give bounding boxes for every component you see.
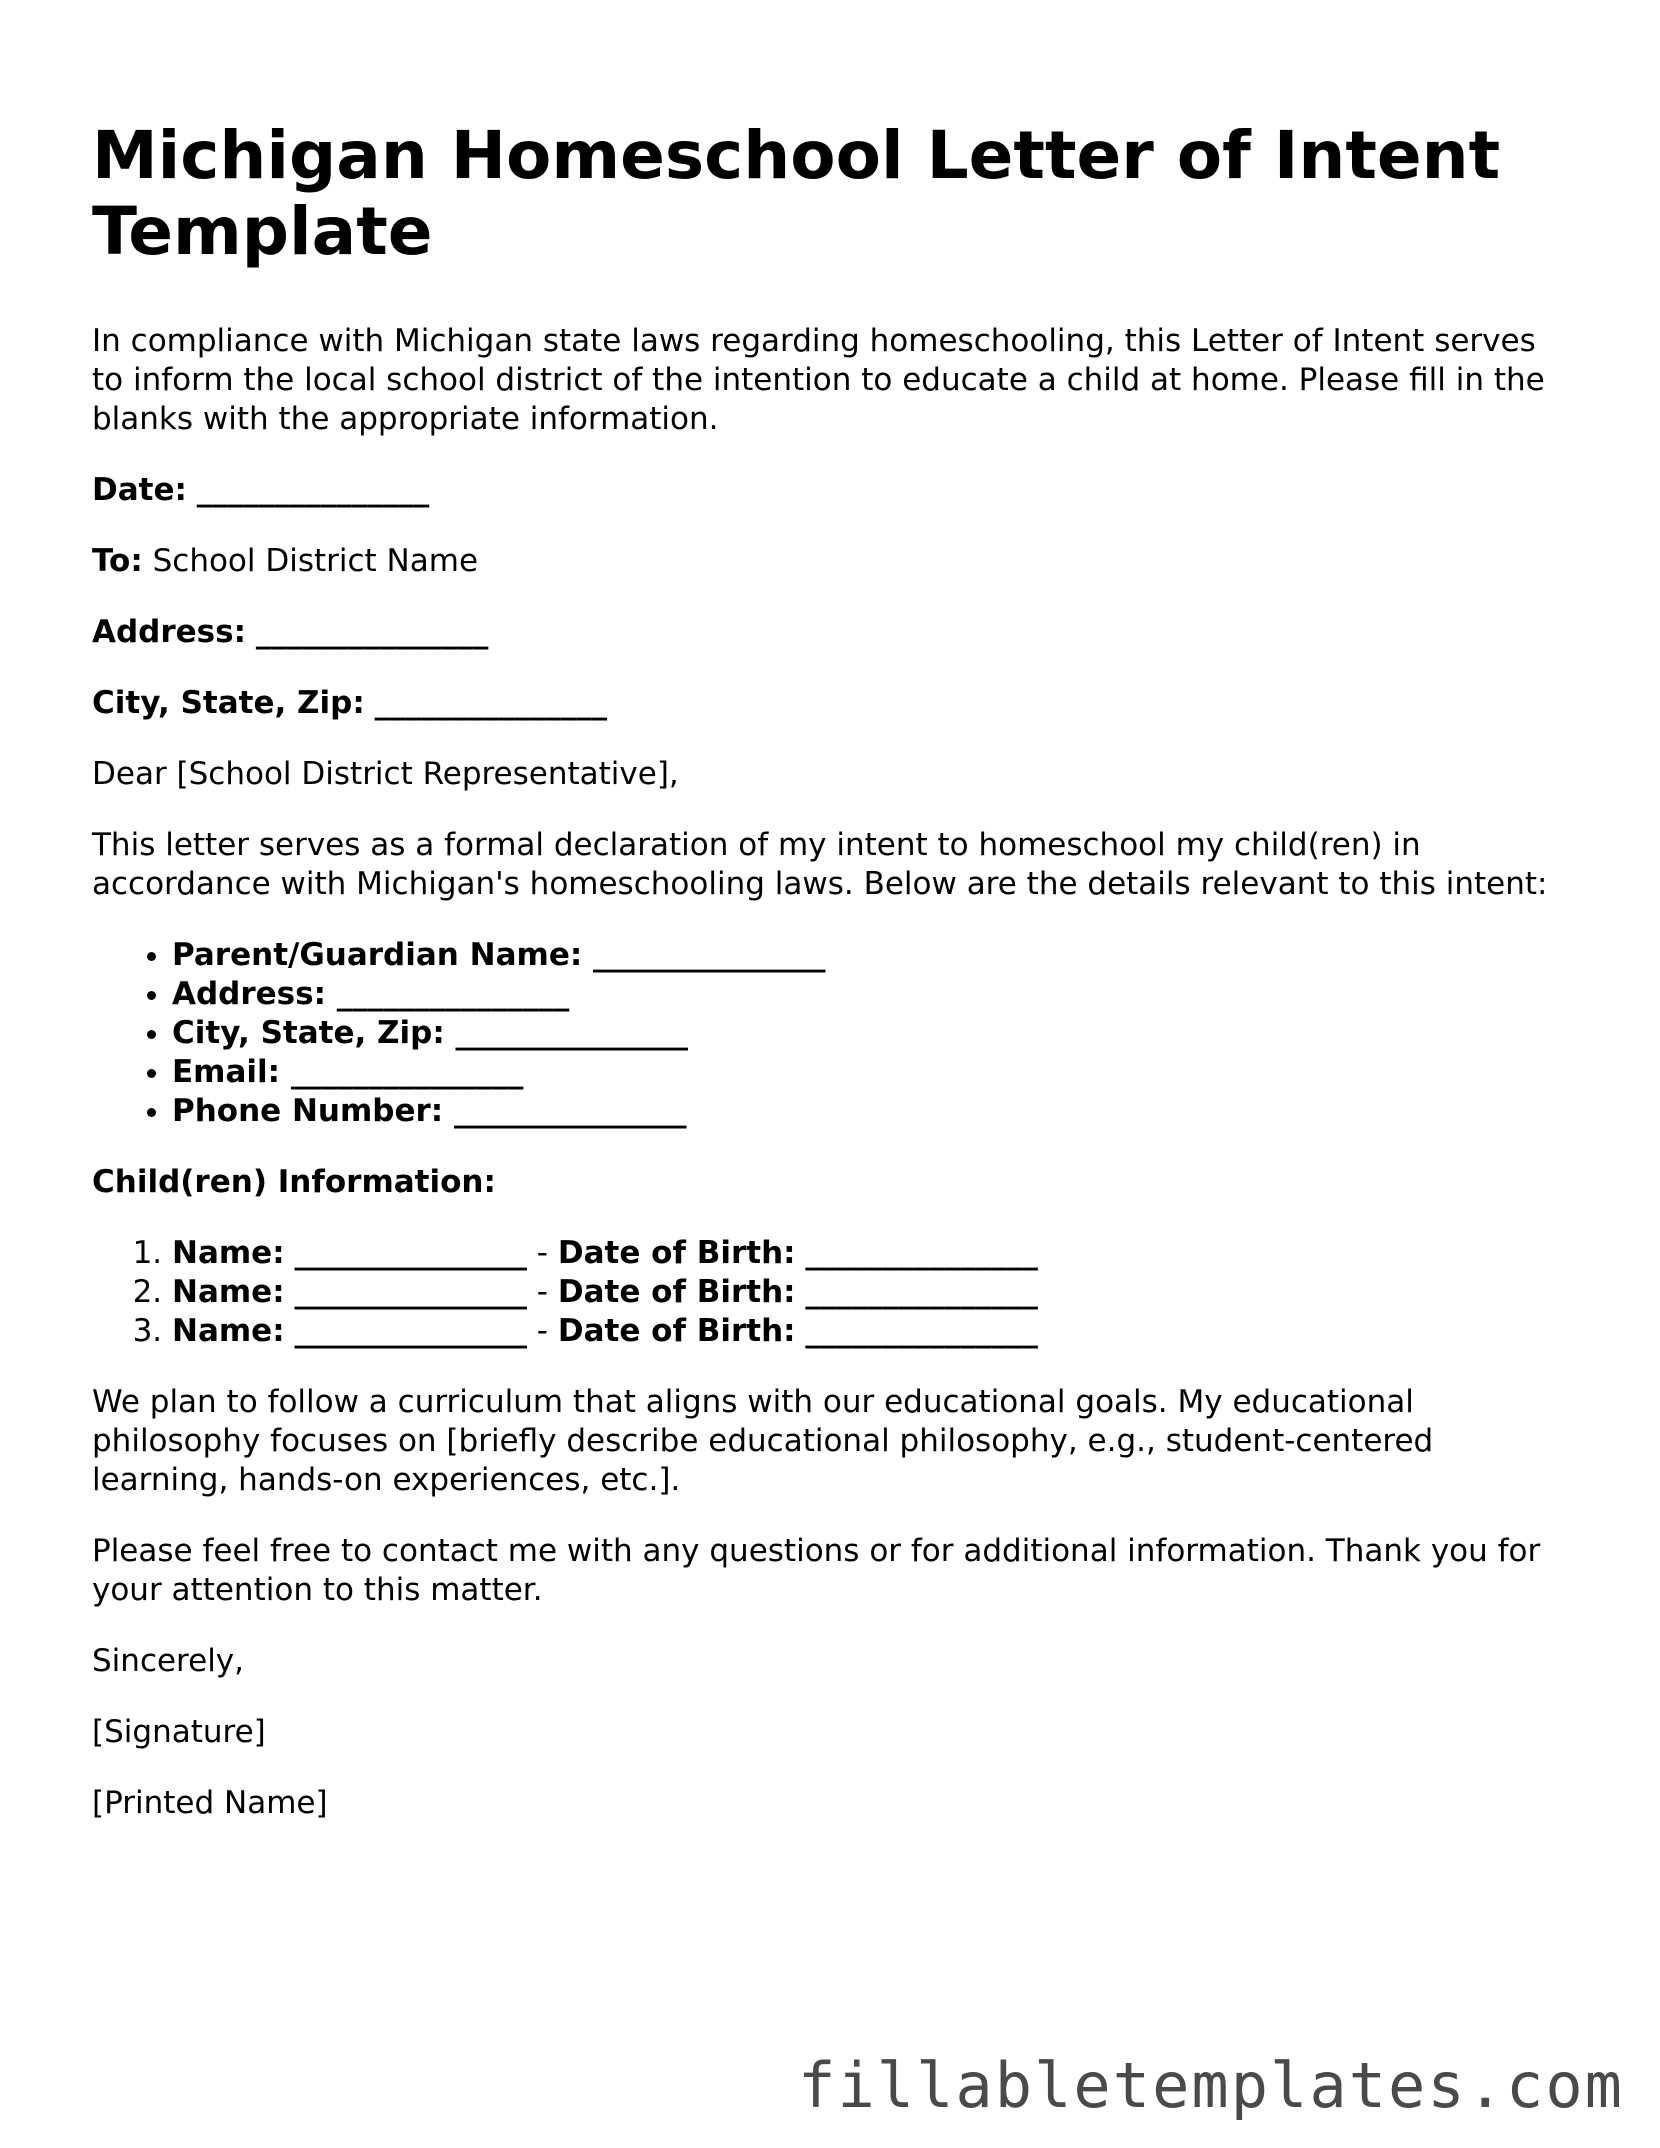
signature-placeholder[interactable]: [Signature] bbox=[92, 1714, 266, 1750]
city-state-zip-label: City, State, Zip: bbox=[92, 685, 365, 721]
signoff: Sincerely, bbox=[92, 1643, 245, 1679]
parent-address-label: Address: bbox=[172, 976, 326, 1012]
separator: - bbox=[526, 1313, 558, 1349]
city-state-zip-blank[interactable]: _______________ bbox=[374, 685, 608, 721]
child-dob-blank[interactable]: _______________ bbox=[805, 1274, 1038, 1310]
date-label: Date: bbox=[92, 472, 187, 508]
separator: - bbox=[526, 1274, 558, 1310]
printed-name-placeholder[interactable]: [Printed Name] bbox=[92, 1785, 328, 1821]
children-heading: Child(ren) Information: bbox=[92, 1164, 496, 1200]
parent-city-blank[interactable]: _______________ bbox=[455, 1015, 689, 1051]
children-list bbox=[92, 1234, 1572, 1351]
declaration-paragraph: This letter serves as a formal declaration of my intent to homeschool my child(ren) in accordance with Michigan's homeschooling laws. Below are the details relevant to this intent: bbox=[92, 827, 1548, 902]
parent-phone-blank[interactable]: _______________ bbox=[454, 1093, 687, 1129]
to-label: To: bbox=[92, 543, 143, 579]
parent-name-label: Parent/Guardian Name: bbox=[172, 937, 583, 973]
child-name-label: Name: bbox=[172, 1313, 285, 1349]
salutation: Dear [School District Representative], bbox=[92, 756, 679, 792]
city-state-zip-field bbox=[92, 684, 1572, 723]
list-item bbox=[172, 1014, 1572, 1053]
parent-email-blank[interactable]: _______________ bbox=[290, 1054, 524, 1090]
child-dob-blank[interactable]: _______________ bbox=[805, 1313, 1038, 1349]
address-field bbox=[92, 613, 1572, 652]
parent-details-list bbox=[92, 936, 1572, 1131]
letter-page bbox=[92, 118, 1572, 1855]
child-dob-label: Date of Birth: bbox=[557, 1274, 796, 1310]
to-value[interactable]: School District Name bbox=[152, 543, 479, 579]
child-name-label: Name: bbox=[172, 1235, 285, 1271]
page-title: Michigan Homeschool Letter of Intent Template bbox=[92, 117, 1501, 270]
list-item bbox=[172, 1273, 1572, 1312]
list-item bbox=[172, 1092, 1572, 1131]
child-name-label: Name: bbox=[172, 1274, 285, 1310]
to-field bbox=[92, 542, 1572, 581]
watermark: fillabletemplates.com bbox=[798, 2049, 1624, 2122]
list-item bbox=[172, 1312, 1572, 1351]
list-item bbox=[172, 936, 1572, 975]
closing-paragraph: Please feel free to contact me with any questions or for additional information. Thank you for your attention to this matter. bbox=[92, 1533, 1541, 1608]
parent-name-blank[interactable]: _______________ bbox=[593, 937, 826, 973]
address-blank[interactable]: _______________ bbox=[255, 614, 489, 650]
separator: - bbox=[526, 1235, 558, 1271]
list-item bbox=[172, 975, 1572, 1014]
child-dob-label: Date of Birth: bbox=[557, 1235, 796, 1271]
parent-address-blank[interactable]: _______________ bbox=[336, 976, 570, 1012]
parent-phone-label: Phone Number: bbox=[172, 1093, 444, 1129]
child-name-blank[interactable]: _______________ bbox=[294, 1313, 527, 1349]
list-item bbox=[172, 1234, 1572, 1273]
child-name-blank[interactable]: _______________ bbox=[294, 1274, 527, 1310]
parent-email-label: Email: bbox=[172, 1054, 281, 1090]
list-item bbox=[172, 1053, 1572, 1092]
intro-paragraph: In compliance with Michigan state laws regarding homeschooling, this Letter of Intent serves to inform the local school district of the intention to educate a child at home. Please fill in the blanks with the appropriate information. bbox=[92, 323, 1545, 437]
child-dob-blank[interactable]: _______________ bbox=[805, 1235, 1038, 1271]
child-dob-label: Date of Birth: bbox=[557, 1313, 796, 1349]
parent-city-label: City, State, Zip: bbox=[172, 1015, 445, 1051]
child-name-blank[interactable]: _______________ bbox=[294, 1235, 527, 1271]
address-label: Address: bbox=[92, 614, 246, 650]
date-field bbox=[92, 471, 1572, 510]
curriculum-paragraph: We plan to follow a curriculum that aligns with our educational goals. My educational philosophy focuses on [briefly describe educational philosophy, e.g., student-centered learning, hands-on experiences, etc.]. bbox=[92, 1384, 1434, 1498]
date-blank[interactable]: _______________ bbox=[196, 472, 430, 508]
